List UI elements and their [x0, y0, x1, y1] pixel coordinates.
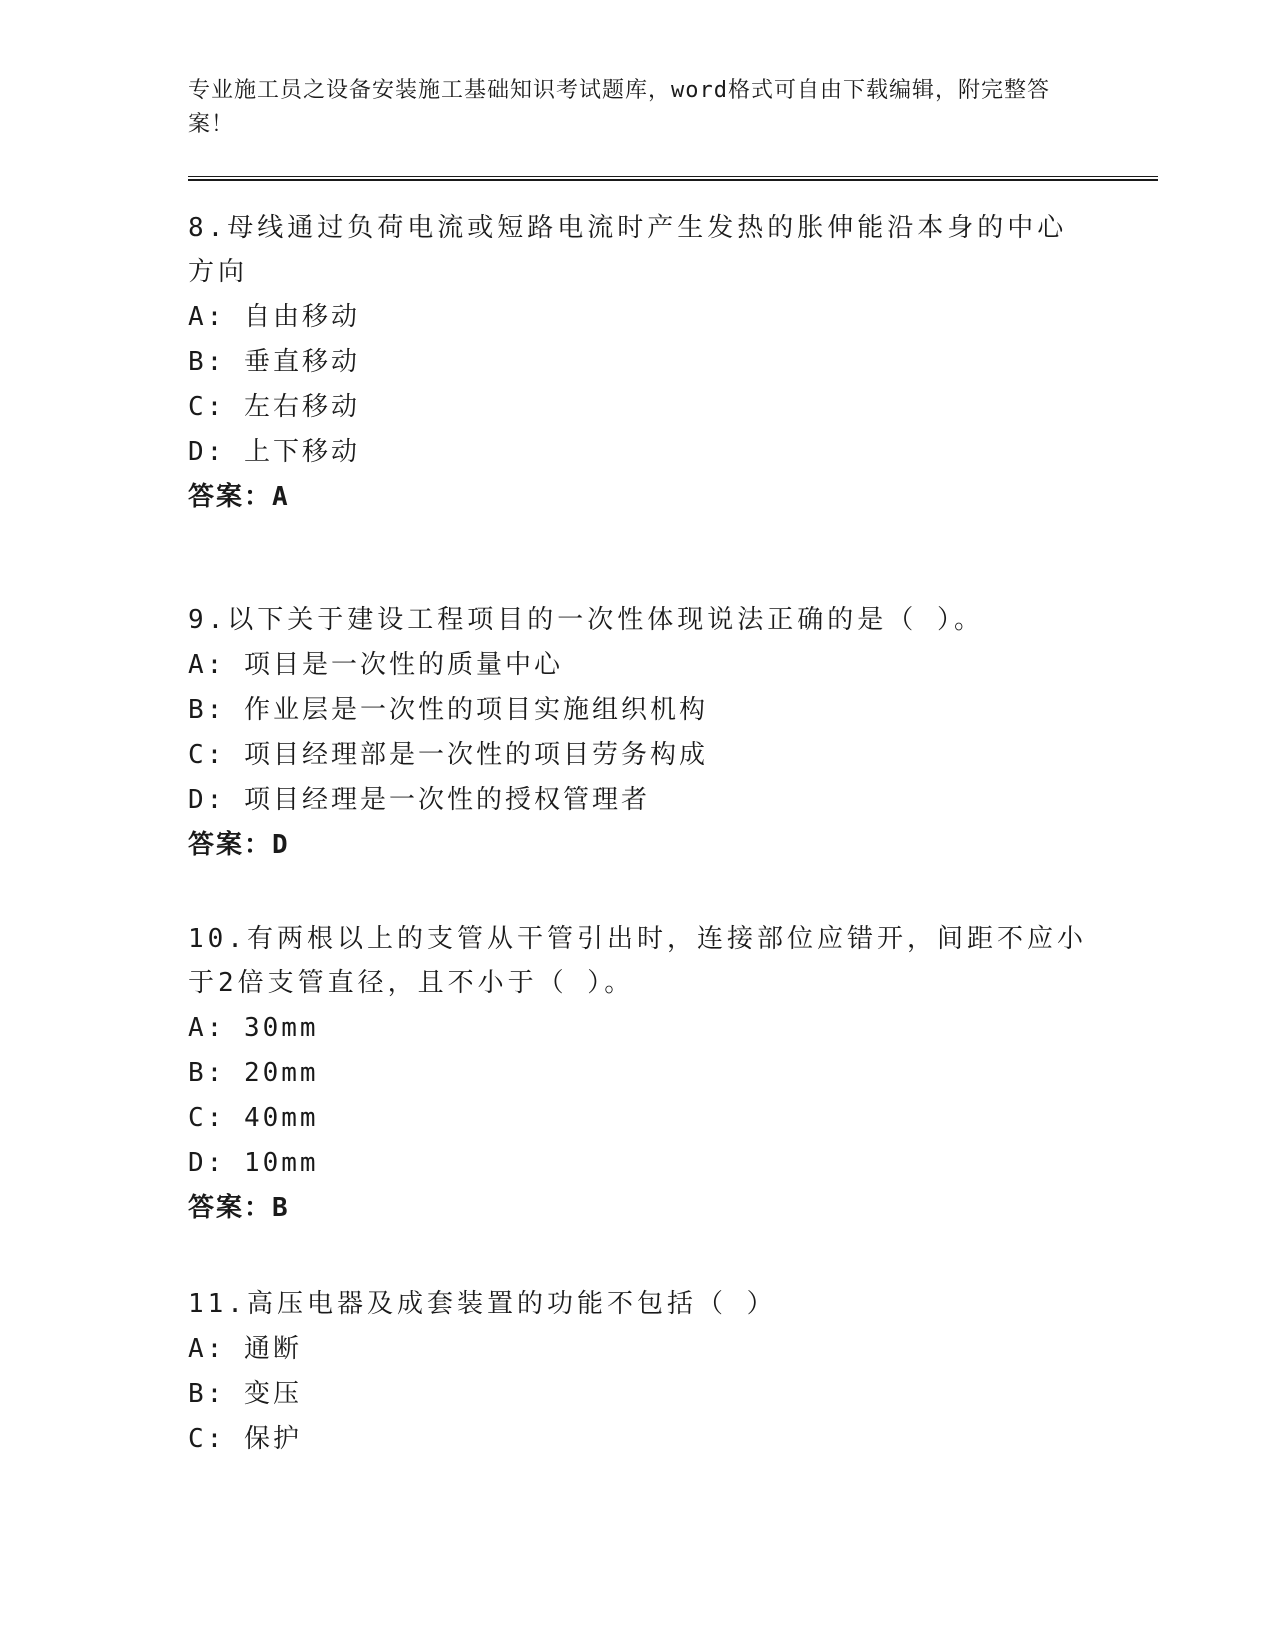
- option-b: B: 变压: [188, 1379, 302, 1409]
- question-stem: 11.高压电器及成套装置的功能不包括（ ）: [188, 1289, 777, 1319]
- option-d: D: 10mm: [188, 1148, 319, 1178]
- question-11: [188, 1282, 1088, 1462]
- answer: 答案：A: [188, 482, 290, 512]
- option-b: B: 垂直移动: [188, 347, 360, 377]
- option-d: D: 项目经理是一次性的授权管理者: [188, 785, 650, 815]
- question-10: [188, 917, 1088, 1231]
- option-c: C: 40mm: [188, 1103, 319, 1133]
- question-9: [188, 598, 1088, 868]
- answer: 答案：B: [188, 1193, 290, 1223]
- option-a: A: 自由移动: [188, 302, 360, 332]
- question-stem: 9.以下关于建设工程项目的一次性体现说法正确的是（ ）。: [188, 605, 984, 635]
- option-b: B: 作业层是一次性的项目实施组织机构: [188, 695, 708, 725]
- question-stem: 10.有两根以上的支管从干管引出时，连接部位应错开，间距不应小于2倍支管直径，且不小于（ ）。: [188, 924, 1087, 998]
- answer: 答案：D: [188, 830, 290, 860]
- question-8: [188, 206, 1088, 520]
- option-d: D: 上下移动: [188, 437, 360, 467]
- header-divider: [188, 176, 1158, 181]
- option-a: A: 通断: [188, 1334, 302, 1364]
- option-c: C: 左右移动: [188, 392, 360, 422]
- question-stem: 8.母线通过负荷电流或短路电流时产生发热的胀伸能沿本身的中心方向: [188, 213, 1068, 287]
- option-b: B: 20mm: [188, 1058, 319, 1088]
- option-a: A: 30mm: [188, 1013, 319, 1043]
- option-c: C: 保护: [188, 1424, 302, 1454]
- option-c: C: 项目经理部是一次性的项目劳务构成: [188, 740, 708, 770]
- option-a: A: 项目是一次性的质量中心: [188, 650, 563, 680]
- document-header: 专业施工员之设备安装施工基础知识考试题库，word格式可自由下载编辑，附完整答案！: [188, 78, 1050, 137]
